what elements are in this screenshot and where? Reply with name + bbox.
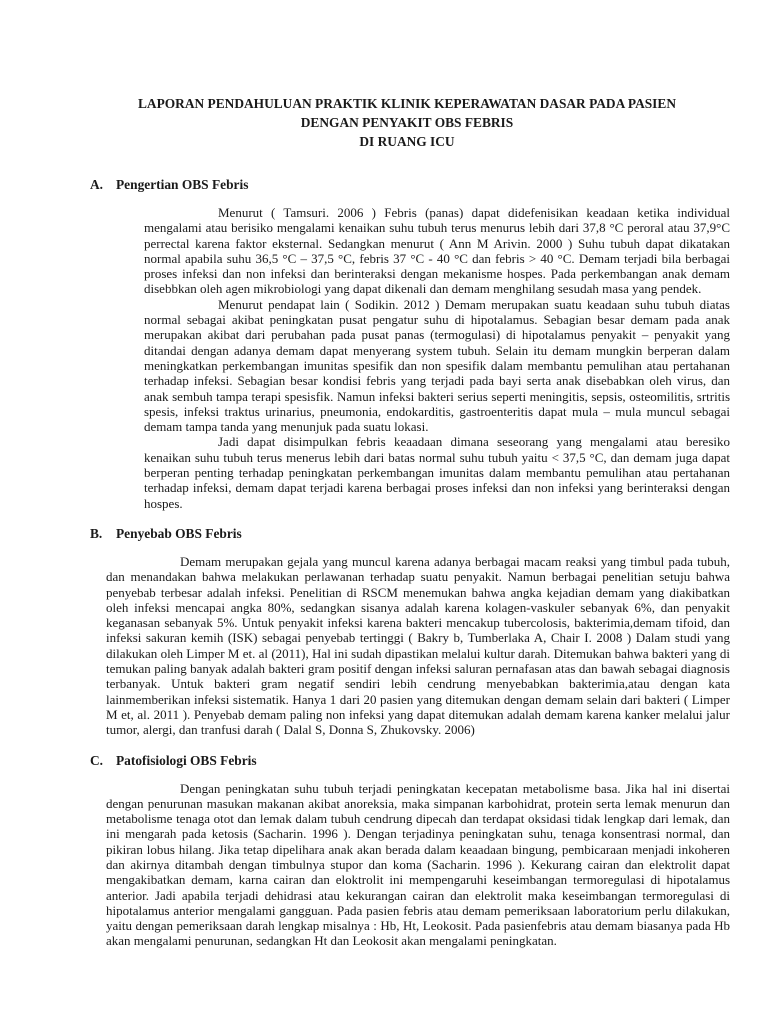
paragraph: Menurut ( Tamsuri. 2006 ) Febris (panas) dapat didefenisikan keadaan ketika individual mengalami atau berisiko mengalami kenaikan suhu tubuh terus menurus lebih dari 37,8 °C peroral atau 37,9°C perrectal karena faktor eksternal. Sedangkan menurut ( Ann M Arivin. 2000 ) Suhu tubuh dapat dikatakan normal apabila suhu 36,5 °C – 37,5 °C, febris 37 °C - 40 °C dan febris > 40 °C. Demam terjadi bila berbagai proses infeksi dan non infeksi dan berinteraksi dengan mekanisme hospes. Pada perkembangan anak demam disebbkan oleh agen mikrobiologi yang dapat dikenali dan demam menghilang sesudah masa yang pendek. [144,205,730,297]
paragraph: Jadi dapat disimpulkan febris keaadaan dimana seseorang yang mengalami atau beresiko kenaikan suhu tubuh terus menerus lebih dari batas normal suhu tubuh yaitu < 37,5 °C, dan demam juga dapat berperan penting terhadap peningkatan perkembangan imunitas dalam membantu pemulihan atau pertahanan terhadap infeksi, demam dapat terjadi karena berbagai proses infeksi dan non infeksi yang berinteraksi dengan hospes. [144,434,730,511]
section-heading-text: Patofisiologi OBS Febris [116,752,257,768]
section-number: A. [90,177,104,192]
document-title [84,94,730,151]
section-heading [90,177,730,193]
paragraph: Menurut pendapat lain ( Sodikin. 2012 ) Demam merupakan suatu keadaan suhu tubuh diatas normal sebagai akibat peningkatan pusat pengatur suhu di hipotalamus. Sebagian besar demam pada anak merupakan akibat dari perubahan pada pusat panas (termogulasi) di hipotalamus penyakit – penyakit yang ditandai dengan adanya demam dapat menyerang system tubuh. Selain itu demam mungkin berperan dalam meningkatkan perkembangan imunitas spesifik dan non spesifik dalam membantu pemulihan atau pertahanan terhadap infeksi. Sebagian besar kondisi febris yang terjadi pada bayi serta anak disebabkan oleh virus, dan anak sembuh tampa terapi spesisfik. Namun infeksi bakteri serius seperti meningitis, sepsis, osteomilitis, srtritis spesis, infeksi traktus urinarius, pneumonia, endokarditis, gastroenteritis dapat mula – mula muncul sebagai demam tampa tanda yang menunjuk pada suatu lokasi. [144,296,730,435]
title-line-3: DI RUANG ICU [359,134,455,149]
paragraph: Dengan peningkatan suhu tubuh terjadi peningkatan kecepatan metabolisme basa. Jika hal ini disertai dengan penurunan masukan makanan akibat anoreksia, maka simpanan karbohidrat, protein serta lemak menurun dan metabolisme tenaga otot dan lemak dalam tubuh cendrung dipecah dan terdapat oksidasi tidak lengkap dari lemak, dan ini mengarah pada ketosis (Sacharin. 1996 ). Dengan terjadinya peningkatan suhu, tenaga konsentrasi normal, dan pikiran lobus hilang. Jika tetap dipelihara anak akan berada dalam keaadaan bingung, pembicaraan menjadi inkoheren dan akirnya ditambah dengan timbulnya stupor dan koma (Sacharin. 1996 ). Kekurang cairan dan elektrolit dapat mengakibatkan demam, karna cairan dan eloktrolit ini mempengaruhi keseimbangan termoregulasi di hipotalamus anterior. Jadi apabila terjadi dehidrasi atau kekurangan cairan dan elektrolit maka keseimbangan termoregulasi di hipotalamus anterior mengalami gangguan. Pada pasien febris atau demam pemeriksaan laboratorium perlu dilakukan, yaitu dengan pemeriksaan darah lengkap misalnya : Hb, Ht, Leokosit. Pada pasienfebris atau demam biasanya pada Hb akan mengalami penurunan, sedangkan Ht dan Leokosit akan mengalami peningkatan. [106,780,730,949]
section-heading [90,526,730,542]
section-heading-text: Penyebab OBS Febris [116,525,242,541]
section-pengertian [84,177,730,511]
section-heading [90,753,730,769]
title-line-1: LAPORAN PENDAHULUAN PRAKTIK KLINIK KEPERAWATAN DASAR PADA PASIEN [137,96,676,111]
title-line-2: DENGAN PENYAKIT OBS FEBRIS [300,115,514,130]
section-heading-text: Pengertian OBS Febris [116,177,249,192]
section-number: C. [90,752,104,768]
section-penyebab [84,526,730,738]
section-patofisiologi [84,753,730,949]
section-number: B. [90,525,103,541]
paragraph: Demam merupakan gejala yang muncul karena adanya berbagai macam reaksi yang timbul pada tubuh, dan menandakan bahwa melakukan perlawanan terhadap suatu penyakit. Namun berbagai penelitian setuju bahwa penyebab terbesar adalah infeksi. Penelitian di RSCM menemukan bahwa angka kejadian demam yang diakibatkan oleh infeksi mencapai angka 80%, sedangkan sisanya adalah karena kolagen-vaskuler sebanyak 6%, dan penyakit keganasan sebanyak 5%. Untuk penyakit infeksi karena bakteri mencakup tubercolosis, bakterimia,demam tifoid, dan infeksi sakuran kemih (ISK) sebagai penyebab tertinggi ( Bakry b, Tumberlaka A, Chair I. 2008 ) Dalam studi yang dilakukan oleh Limper M et. al (2011), Hal ini sudah dipastikan melalui kultur darah. Ditemukan bahwa bakteri yang di temukan paling banyak adalah bakteri gram positif dengan infeksi saluran pernafasan atas dan bawah sebagai diagnosis terbanyak. Untuk bakteri gram negatif sendiri lebih cendrung menyebabkan bakterimia,atau dengan kata lainmemberikan infeksi sistematik. Hanya 1 dari 20 pasien yang ditemukan dengan demam selain dari bakteri ( Limper M et, al. 2011 ). Penyebab demam paling non infeksi yang dapat ditemukan adalah demam karena kanker melalui jalur tumor, alergi, dan tranfusi darah ( Dalal S, Donna S, Zhukovsky. 2006) [106,553,730,738]
